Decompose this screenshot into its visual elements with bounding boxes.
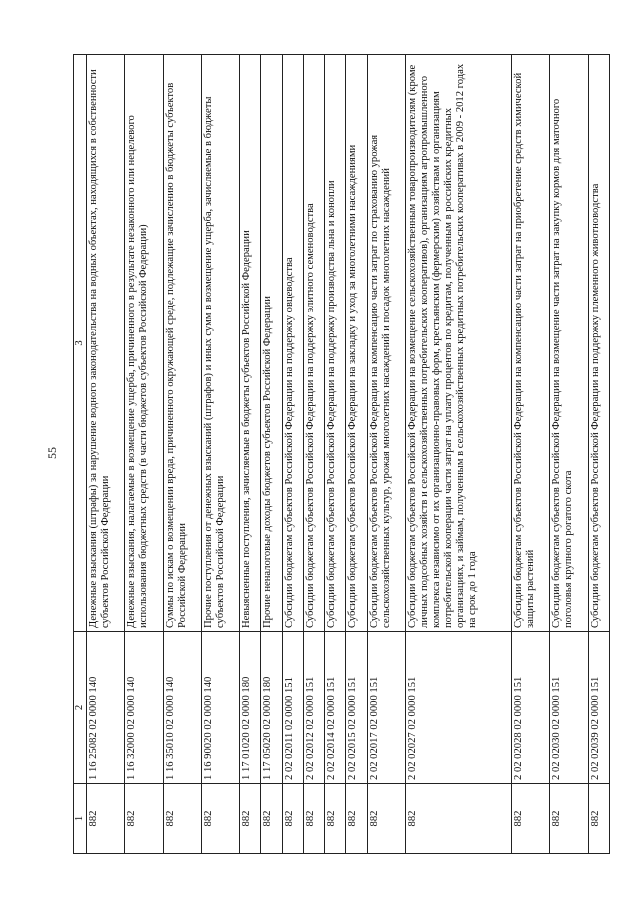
revenue-name-cell: Субсидии бюджетам субъектов Российской Федерации на закладку и уход за многолетними насаждениями [346,55,367,632]
header-col-2: 2 [74,632,87,784]
admin-code-cell: 882 [261,784,282,854]
budget-classification-code-cell: 1 16 35010 02 0000 140 [163,632,201,784]
table-row [550,55,588,854]
revenue-name-cell: Субсидии бюджетам субъектов Российской Федерации на поддержку производства льна и конопли [325,55,346,632]
revenue-name-cell: Невыясненные поступления, зачисляемые в бюджеты субъектов Российской Федерации [240,55,261,632]
budget-classification-code-cell: 2 02 02014 02 0000 151 [325,632,346,784]
table-row [87,55,125,854]
table-row [240,55,261,854]
page-number: 55 [45,447,59,459]
admin-code-cell: 882 [367,784,405,854]
revenue-name-cell: Денежные взыскания, налагаемые в возмещение ущерба, причиненного в результате незаконного или нецелевого использования бюджетных средств (в части бюджетов субъектов Российской Федерации) [125,55,163,632]
revenue-name-cell: Субсидии бюджетам субъектов Российской Федерации на поддержку элитного семеноводства [303,55,324,632]
revenue-name-cell: Прочие поступления от денежных взысканий (штрафов) и иных сумм в возмещение ущерба, зачисляемые в бюджеты субъектов Российской Федерации [201,55,239,632]
budget-classification-code-cell: 2 02 02017 02 0000 151 [367,632,405,784]
table-row [512,55,550,854]
table-row [163,55,201,854]
table-row [405,55,511,854]
admin-code-cell: 882 [325,784,346,854]
revenue-name-cell: Денежные взыскания (штрафы) за нарушение водного законодательства на водных объектах, находящихся в собственности субъектов Российской Федерации [87,55,125,632]
budget-classification-code-cell: 2 02 02011 02 0000 151 [282,632,303,784]
revenue-name-cell: Прочие неналоговые доходы бюджетов субъектов Российской Федерации [261,55,282,632]
budget-classification-code-cell: 1 17 01020 02 0000 180 [240,632,261,784]
budget-classification-code-cell: 1 16 25082 02 0000 140 [87,632,125,784]
table-header-row [74,55,87,854]
admin-code-cell: 882 [163,784,201,854]
table-row [346,55,367,854]
budget-classification-code-cell: 2 02 02027 02 0000 151 [405,632,511,784]
budget-classification-code-cell: 2 02 02039 02 0000 151 [588,632,609,784]
table-row [201,55,239,854]
admin-code-cell: 882 [201,784,239,854]
table-row [125,55,163,854]
table-row [588,55,609,854]
budget-classification-code-cell: 2 02 02015 02 0000 151 [346,632,367,784]
table-row [261,55,282,854]
header-col-1: 1 [74,784,87,854]
admin-code-cell: 882 [512,784,550,854]
admin-code-cell: 882 [303,784,324,854]
budget-classification-code-cell: 1 17 05020 02 0000 180 [261,632,282,784]
budget-classification-code-cell: 2 02 02028 02 0000 151 [512,632,550,784]
rotated-table-area [73,55,610,854]
revenue-name-cell: Субсидии бюджетам субъектов Российской Федерации на возмещение части затрат на закупку кормов для маточного поголовья крупного рогатого скота [550,55,588,632]
revenue-codes-table [73,54,610,854]
table-row [325,55,346,854]
revenue-name-cell: Субсидии бюджетам субъектов Российской Федерации на компенсацию части затрат по страхованию урожая сельскохозяйственных культур, урожая многолетних насаждений и посадок многолетних насаждений [367,55,405,632]
admin-code-cell: 882 [125,784,163,854]
revenue-name-cell: Суммы по искам о возмещении вреда, причиненного окружающей среде, подлежащие зачислению в бюджеты субъектов Российской Федерации [163,55,201,632]
table-row [282,55,303,854]
admin-code-cell: 882 [550,784,588,854]
admin-code-cell: 882 [240,784,261,854]
table-rotation-frame [73,55,610,854]
revenue-name-cell: Субсидии бюджетам субъектов Российской Федерации на поддержку племенного животноводства [588,55,609,632]
revenue-name-cell: Субсидии бюджетам субъектов Российской Федерации на поддержку овцеводства [282,55,303,632]
admin-code-cell: 882 [588,784,609,854]
admin-code-cell: 882 [282,784,303,854]
budget-classification-code-cell: 2 02 02012 02 0000 151 [303,632,324,784]
budget-classification-code-cell: 1 16 32000 02 0000 140 [125,632,163,784]
admin-code-cell: 882 [346,784,367,854]
table-row [367,55,405,854]
table-row [303,55,324,854]
header-col-3: 3 [74,55,87,632]
revenue-name-cell: Субсидии бюджетам субъектов Российской Федерации на возмещение сельскохозяйственным товаропроизводителям (кроме личных подсобных хозяйств и сельскохозяйственных потребительских кооперативов), организациям агропромышленного комплекса независимо от их организационно-правовых форм, крестьянским (фермерским) хозяйствам и организациям потребительской кооперации части затрат на уплату процентов по кредитам, полученным в российских кредитных организациях, и займам, полученным в сельскохозяйственных кредитных потребительских кооперативах в 2009 - 2012 годах на срок до 1 года [405,55,511,632]
budget-classification-code-cell: 1 16 90020 02 0000 140 [201,632,239,784]
revenue-name-cell: Субсидии бюджетам субъектов Российской Федерации на компенсацию части затрат на приобретение средств химической защиты растений [512,55,550,632]
admin-code-cell: 882 [87,784,125,854]
table-body [87,55,610,854]
admin-code-cell: 882 [405,784,511,854]
budget-classification-code-cell: 2 02 02030 02 0000 151 [550,632,588,784]
